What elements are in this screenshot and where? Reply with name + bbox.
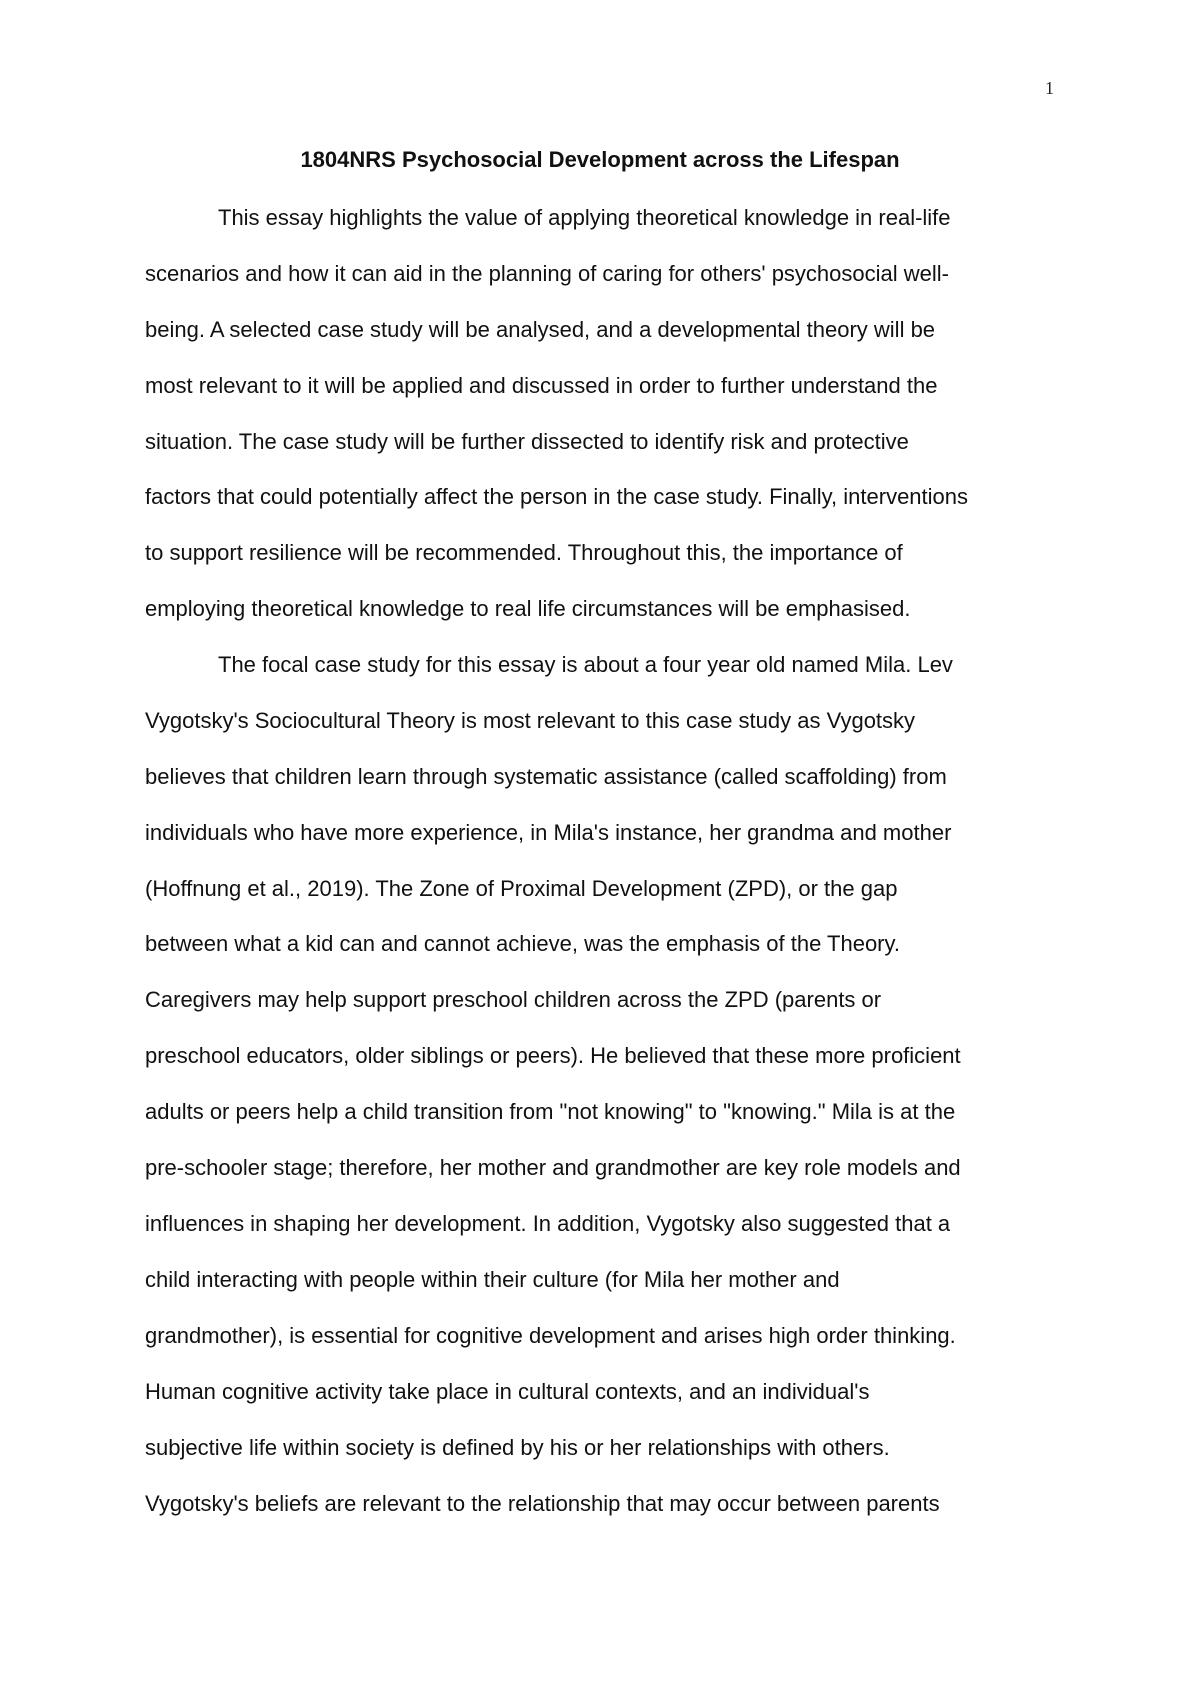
essay-title: 1804NRS Psychosocial Development across the Lifespan xyxy=(300,147,900,172)
paragraph-line: This essay highlights the value of applying theoretical knowledge in real-life xyxy=(218,205,951,230)
paragraph-line: scenarios and how it can aid in the planning of caring for others' psychosocial well- xyxy=(145,261,949,286)
paragraph-line: Human cognitive activity take place in cultural contexts, and an individual's xyxy=(145,1379,870,1404)
paragraph-line: believes that children learn through systematic assistance (called scaffolding) from xyxy=(145,764,947,789)
page-number: 1 xyxy=(1045,78,1054,98)
paragraph-line: influences in shaping her development. In addition, Vygotsky also suggested that a xyxy=(145,1211,951,1236)
paragraph-line: factors that could potentially affect the person in the case study. Finally, interventions xyxy=(145,484,969,509)
paragraph-line: child interacting with people within their culture (for Mila her mother and xyxy=(145,1267,840,1292)
paragraph-line: Vygotsky's Sociocultural Theory is most relevant to this case study as Vygotsky xyxy=(145,708,916,733)
paragraph-line: pre-schooler stage; therefore, her mother and grandmother are key role models and xyxy=(145,1155,961,1180)
paragraph-line: Vygotsky's beliefs are relevant to the relationship that may occur between parents xyxy=(145,1491,940,1516)
paragraph-line: subjective life within society is defined by his or her relationships with others. xyxy=(145,1435,890,1460)
paragraph-line: grandmother), is essential for cognitive development and arises high order thinking. xyxy=(145,1323,956,1348)
paragraph-line: The focal case study for this essay is about a four year old named Mila. Lev xyxy=(218,652,953,677)
paragraph-line: being. A selected case study will be analysed, and a developmental theory will be xyxy=(145,317,936,342)
paragraph-line: adults or peers help a child transition from "not knowing" to "knowing." Mila is at the xyxy=(145,1099,956,1124)
paragraph-line: preschool educators, older siblings or peers). He believed that these more proficient xyxy=(145,1043,961,1068)
paragraph-line: (Hoffnung et al., 2019). The Zone of Proximal Development (ZPD), or the gap xyxy=(145,876,898,901)
paragraph-line: to support resilience will be recommended. Throughout this, the importance of xyxy=(145,540,903,565)
paragraph-line: situation. The case study will be further dissected to identify risk and protective xyxy=(145,429,909,454)
paragraph-line: Caregivers may help support preschool children across the ZPD (parents or xyxy=(145,987,882,1012)
paragraph-line: most relevant to it will be applied and discussed in order to further understand the xyxy=(145,373,938,398)
paragraph-line: between what a kid can and cannot achieve, was the emphasis of the Theory. xyxy=(145,931,900,956)
paragraph-line: employing theoretical knowledge to real life circumstances will be emphasised. xyxy=(145,596,911,621)
paragraph-line: individuals who have more experience, in Mila's instance, her grandma and mother xyxy=(145,820,952,845)
